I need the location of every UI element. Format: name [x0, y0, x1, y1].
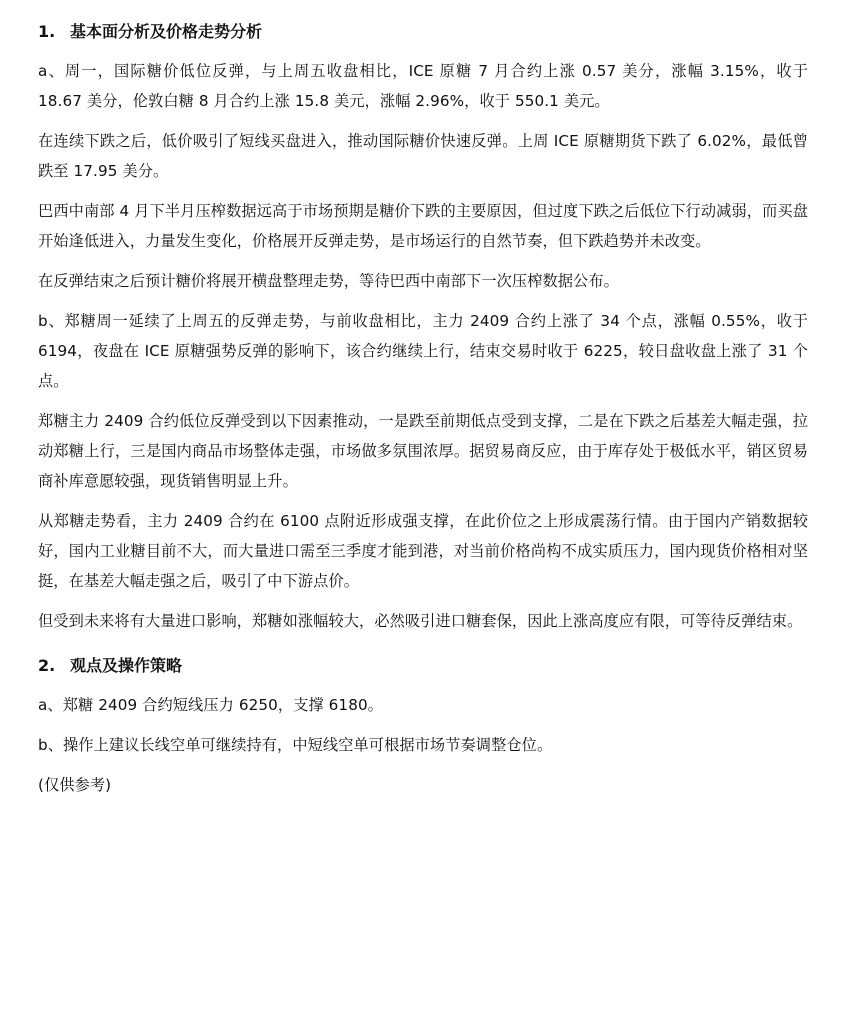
document-page [38, 12, 808, 810]
paragraph-position-advice: b、操作上建议长线空单可继续持有，中短线空单可根据市场节奏调整仓位。 [38, 736, 553, 754]
section-title: 观点及操作策略 [70, 656, 183, 675]
paragraph-disclaimer: (仅供参考) [38, 776, 112, 794]
paragraph-import-impact: 但受到未来将有大量进口影响，郑糖如涨幅较大，必然吸引进口糖套保，因此上涨高度应有限，可等待反弹结束。 [38, 612, 803, 630]
paragraph-ice-raw-sugar: a、周一，国际糖价低位反弹，与上周五收盘相比，ICE 原糖 7 月合约上涨 0.57 美分，涨幅 3.15%，收于 18.67 美分，伦敦白糖 8 月合约上涨 15.8 美元，涨幅 2.96%，收于 550.1 美元。 [38, 62, 808, 110]
paragraph-brazil-crush: 巴西中南部 4 月下半月压榨数据远高于市场预期是糖价下跌的主要原因，但过度下跌之后低位下行动减弱，而买盘开始逢低进入，力量发生变化，价格展开反弹走势，是市场运行的自然节奏，但下跌趋势并未改变。 [38, 202, 808, 250]
paragraph-consolidation-outlook: 在反弹结束之后预计糖价将展开横盘整理走势，等待巴西中南部下一次压榨数据公布。 [38, 272, 619, 290]
section-title: 基本面分析及价格走势分析 [70, 22, 263, 41]
section-heading-analysis [38, 12, 808, 52]
section-number: 1. [38, 22, 56, 41]
paragraph-rebound-factors: 郑糖主力 2409 合约低位反弹受到以下因素推动，一是跌至前期低点受到支撑，二是在下跌之后基差大幅走强，拉动郑糖上行，三是国内商品市场整体走强，市场做多氛围浓厚。据贸易商反应，由于库存处于极低水平，销区贸易商补库意愿较强，现货销售明显上升。 [38, 412, 808, 490]
paragraph-short-covering: 在连续下跌之后，低价吸引了短线买盘进入，推动国际糖价快速反弹。上周 ICE 原糖期货下跌了 6.02%，最低曾跌至 17.95 美分。 [38, 132, 808, 180]
paragraph-support-level: 从郑糖走势看，主力 2409 合约在 6100 点附近形成强支撑，在此价位之上形成震荡行情。由于国内产销数据较好，国内工业糖目前不大，而大量进口需至三季度才能到港，对当前价格尚构不成实质压力，国内现货价格相对坚挺，在基差大幅走强之后，吸引了中下游点价。 [38, 512, 808, 590]
paragraph-pressure-support: a、郑糖 2409 合约短线压力 6250，支撑 6180。 [38, 696, 384, 714]
section-number: 2. [38, 656, 56, 675]
section-heading-strategy [38, 646, 808, 686]
paragraph-zhengzhou-sugar: b、郑糖周一延续了上周五的反弹走势，与前收盘相比，主力 2409 合约上涨了 34 个点，涨幅 0.55%，收于 6194，夜盘在 ICE 原糖强势反弹的影响下，该合约继续上行，结束交易时收于 6225，较日盘收盘上涨了 31 个点。 [38, 312, 808, 390]
